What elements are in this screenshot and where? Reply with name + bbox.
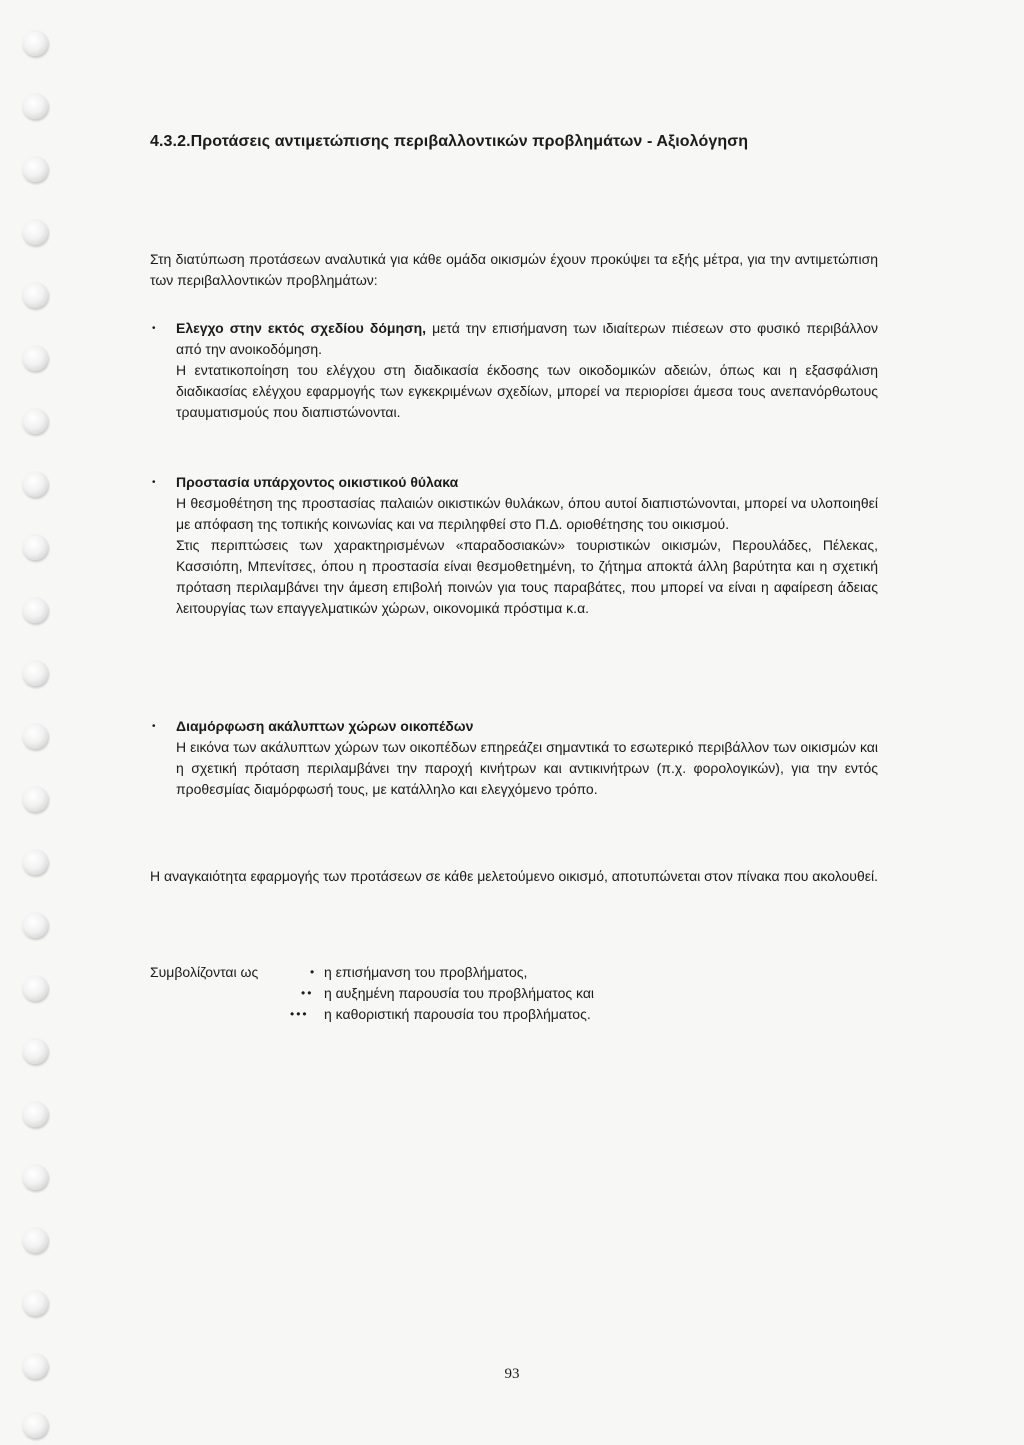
binding-hole bbox=[22, 471, 48, 497]
proposal-title: Διαμόρφωση ακάλυπτων χώρων οικοπέδων bbox=[176, 718, 474, 734]
intro-paragraph: Στη διατύπωση προτάσεων αναλυτικά για κάθε ομάδα οικισμών έχουν προκύψει τα εξής μέτρα, για την αντιμετώπιση των περιβαλλοντικών προβλημάτων: bbox=[150, 251, 878, 288]
binding-hole bbox=[22, 723, 48, 749]
binding-hole bbox=[22, 345, 48, 371]
binding-hole bbox=[22, 408, 48, 434]
binding-hole bbox=[22, 30, 48, 56]
legend-text: η αυξημένη παρουσία του προβλήματος και bbox=[324, 985, 595, 1001]
binding-hole bbox=[22, 534, 48, 560]
proposal-lead bbox=[176, 472, 878, 493]
binding-hole bbox=[22, 1412, 48, 1438]
binding-hole bbox=[22, 1290, 48, 1316]
proposal-title: Ελεγχο στην εκτός σχεδίου δόμηση, bbox=[176, 320, 427, 336]
binding-hole bbox=[22, 975, 48, 1001]
binding-hole bbox=[22, 93, 48, 119]
legend-text: η επισήμανση του προβλήματος, bbox=[324, 964, 528, 980]
binding-hole bbox=[22, 912, 48, 938]
section-heading: 4.3.2.Προτάσεις αντιμετώπισης περιβαλλοντικών προβλημάτων - Αξιολόγηση bbox=[150, 133, 749, 150]
binding-hole bbox=[22, 849, 48, 875]
proposal-content bbox=[176, 472, 878, 619]
bullet-icon: • bbox=[152, 323, 156, 334]
binding-holes bbox=[22, 0, 52, 1445]
proposal-paragraph: Στις περιπτώσεις των χαρακτηρισμένων «παραδοσιακών» τουριστικών οικισμών, Περουλάδες, Πέλεκας, Κασσιόπη, Μπενίτσες, όπου η προστασία είναι θεσμοθετημένη, το ζήτημα αποκτά άλλη βαρύτητα και η σχετική πρόταση περιλαμβάνει την άμεση επιβολή ποινών για τους παραβάτες, που μπορεί να είναι η αφαίρεση άδειας λειτουργίας των επαγγελματικών χώρων, οικονομικά πρόστιμα κ.α. bbox=[176, 537, 878, 616]
binding-hole bbox=[22, 660, 48, 686]
proposal-paragraph: Η εικόνα των ακάλυπτων χώρων των οικοπέδων επηρεάζει σημαντικά το εσωτερικό περιβάλλον των οικισμών και η σχετική πρόταση περιλαμβάνει την παροχή κινήτρων και αντικινήτρων (π.χ. φορολογικών), για την εντός προθεσμίας διαμόρφωσή τους, με κατάλληλο και ελεγχόμενο τρόπο. bbox=[176, 739, 878, 797]
bullet-icon: • bbox=[152, 721, 156, 732]
proposal-paragraph: Η θεσμοθέτηση της προστασίας παλαιών οικιστικών θυλάκων, όπου αυτοί διαπιστώνονται, μπορεί να υλοποιηθεί με απόφαση της τοπικής κοινωνίας και να περιληφθεί στο Π.Δ. οριοθέτησης του οικισμού. bbox=[176, 495, 878, 532]
binding-hole bbox=[22, 1164, 48, 1190]
legend-mark: • bbox=[310, 965, 317, 979]
binding-hole bbox=[22, 786, 48, 812]
proposal-content bbox=[176, 318, 878, 423]
binding-hole bbox=[22, 219, 48, 245]
conclusion-paragraph: Η αναγκαιότητα εφαρμογής των προτάσεων σε κάθε μελετούμενο οικισμό, αποτυπώνεται στον πίνακα που ακολουθεί. bbox=[150, 868, 878, 884]
proposal-item-open-spaces bbox=[152, 716, 878, 800]
proposal-lead bbox=[176, 318, 878, 360]
binding-hole bbox=[22, 282, 48, 308]
legend-mark: •• bbox=[301, 986, 314, 1000]
proposal-item-settlement-protection bbox=[152, 472, 878, 619]
binding-hole bbox=[22, 1227, 48, 1253]
binding-hole bbox=[22, 1101, 48, 1127]
legend-mark: ••• bbox=[290, 1007, 309, 1021]
bullet-icon: • bbox=[152, 477, 156, 488]
legend-text: η καθοριστική παρουσία του προβλήματος. bbox=[324, 1006, 591, 1022]
proposal-lead bbox=[176, 716, 878, 737]
binding-hole bbox=[22, 156, 48, 182]
proposal-content bbox=[176, 716, 878, 800]
proposal-paragraph: Η εντατικοποίηση του ελέγχου στη διαδικασία έκδοσης των οικοδομικών αδειών, όπως και η εξασφάλιση διαδικασίας ελέγχου εφαρμογής των εγκεκριμένων σχεδίων, μπορεί να περιορίσει άμεσα τους ανεπανόρθωτους τραυματισμούς που διαπιστώνονται. bbox=[176, 362, 878, 420]
binding-hole bbox=[22, 1038, 48, 1064]
proposal-item-building-control bbox=[152, 318, 878, 423]
legend-prefix: Συμβολίζονται ως bbox=[150, 964, 259, 980]
proposal-title: Προστασία υπάρχοντος οικιστικού θύλακα bbox=[176, 474, 459, 490]
proposal-title-rest: μετά την επισήμανση των ιδιαίτερων πιέσεων στο φυσικό περιβάλλον από την ανοικοδόμηση. bbox=[176, 320, 879, 357]
page-number: 93 bbox=[504, 1366, 520, 1382]
binding-hole bbox=[22, 597, 48, 623]
